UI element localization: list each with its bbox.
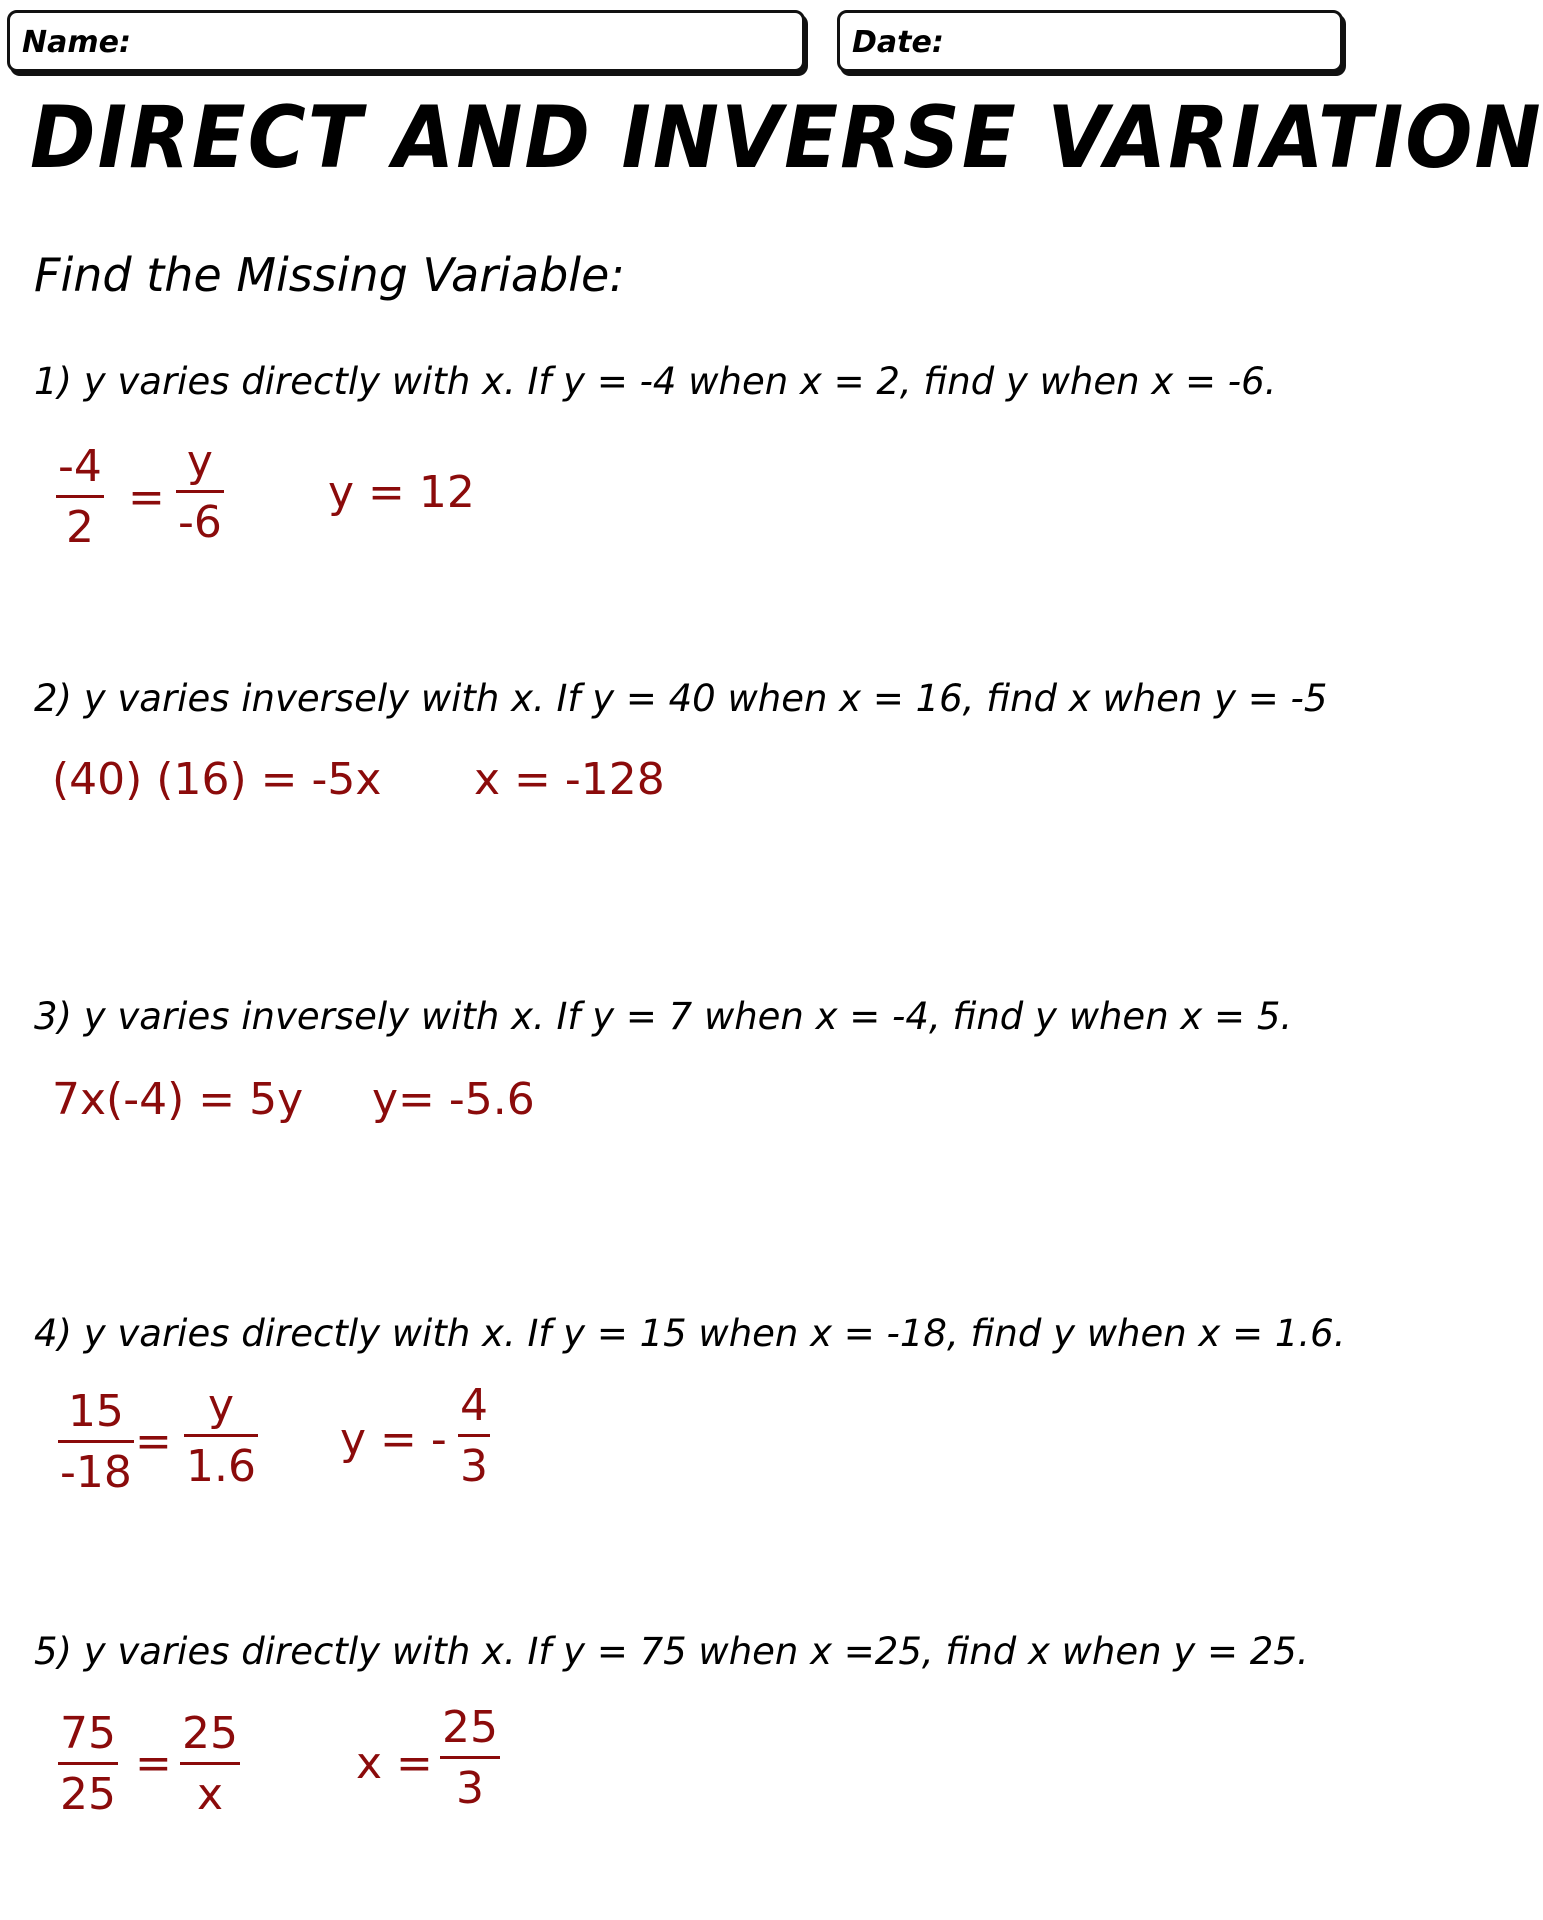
p5-fraction-left-denominator: 25 [60,1769,116,1820]
p4-answer-fraction [458,1380,490,1492]
fraction-bar [180,1762,240,1765]
p5-answer-numerator: 25 [442,1702,498,1753]
section-heading: Find the Missing Variable: [34,248,625,302]
p4-equals-sign: = [135,1416,172,1467]
p1-fraction-right [176,436,224,548]
name-field[interactable] [7,10,805,72]
p4-fraction-left-numerator: 15 [67,1386,124,1437]
fraction-bar [58,1762,118,1765]
p4-answer-denominator: 3 [460,1441,488,1492]
page-title: DIRECT AND INVERSE VARIATION [30,88,1543,188]
p1-fraction-left-denominator: 2 [65,502,94,553]
p4-fraction-right-numerator: y [207,1380,235,1431]
question-4: 4) y varies directly with x. If y = 15 when x = -18, find y when x = 1.6. [34,1312,1346,1355]
p5-answer-fraction [440,1702,500,1814]
p4-fraction-left [58,1386,134,1498]
p5-answer-denominator: 3 [456,1763,484,1814]
p4-answer-prefix: y = - [340,1414,447,1465]
p2-answer: x = -128 [474,754,665,805]
p5-equals-sign: = [135,1738,172,1789]
date-label: Date: [852,25,944,60]
fraction-bar [458,1434,490,1437]
fraction-bar [58,1440,134,1443]
p1-fraction-left-numerator: -4 [58,441,102,492]
p1-fraction-right-numerator: y [186,436,213,487]
p4-fraction-right-denominator: 1.6 [186,1441,256,1492]
p5-answer-prefix: x = [356,1738,433,1789]
question-5: 5) y varies directly with x. If y = 75 when x =25, find x when y = 25. [34,1630,1309,1673]
p5-fraction-right [180,1708,240,1820]
question-3: 3) y varies inversely with x. If y = 7 when x = -4, find y when x = 5. [34,995,1293,1038]
p1-answer: y = 12 [328,467,475,518]
fraction-bar [440,1756,500,1759]
p5-fraction-left [58,1708,118,1820]
p5-fraction-left-numerator: 75 [60,1708,116,1759]
p1-equals-sign: = [128,472,165,523]
p5-fraction-right-denominator: x [196,1769,224,1820]
p1-fraction-left [56,441,104,553]
fraction-bar [184,1434,258,1437]
p5-fraction-right-numerator: 25 [182,1708,238,1759]
p1-fraction-right-denominator: -6 [178,497,222,548]
fraction-bar [176,490,224,493]
question-1: 1) y varies directly with x. If y = -4 when x = 2, find y when x = -6. [34,360,1277,403]
name-label: Name: [22,25,131,60]
p4-answer-numerator: 4 [460,1380,488,1431]
p2-work: (40) (16) = -5x [52,754,382,805]
fraction-bar [56,495,104,498]
p4-fraction-left-denominator: -18 [60,1447,132,1498]
p3-work: 7x(-4) = 5y [52,1074,304,1125]
p4-fraction-right [184,1380,258,1492]
question-2: 2) y varies inversely with x. If y = 40 when x = 16, find x when y = -5 [34,677,1328,720]
date-field[interactable] [837,10,1343,72]
p3-answer: y= -5.6 [372,1074,535,1125]
